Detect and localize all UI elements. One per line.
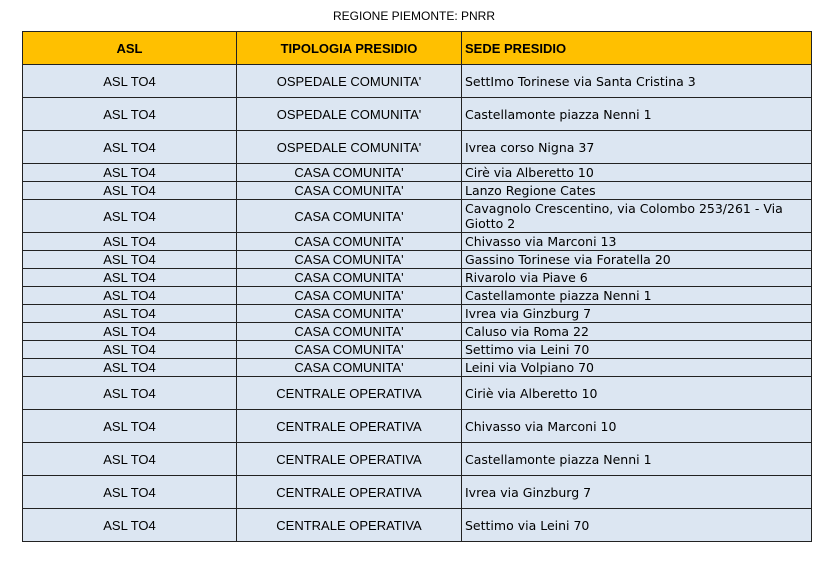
cell-asl: ASL TO4	[23, 341, 237, 359]
cell-sede: Ivrea corso Nigna 37	[462, 131, 812, 164]
table-row	[23, 410, 812, 443]
table-row	[23, 182, 812, 200]
cell-tipologia: CENTRALE OPERATIVA	[237, 476, 462, 509]
table-header-row	[23, 32, 812, 65]
table-row	[23, 233, 812, 251]
cell-asl: ASL TO4	[23, 233, 237, 251]
header-asl: ASL	[23, 32, 237, 65]
cell-tipologia: CENTRALE OPERATIVA	[237, 509, 462, 542]
header-sede: SEDE PRESIDIO	[462, 32, 812, 65]
presidi-table	[22, 31, 812, 542]
cell-sede: Settimo via Leini 70	[462, 509, 812, 542]
cell-asl: ASL TO4	[23, 359, 237, 377]
cell-asl: ASL TO4	[23, 443, 237, 476]
cell-asl: ASL TO4	[23, 323, 237, 341]
table-row	[23, 443, 812, 476]
cell-sede: Castellamonte piazza Nenni 1	[462, 443, 812, 476]
table-row	[23, 476, 812, 509]
document-title: REGIONE PIEMONTE: PNRR	[332, 9, 496, 23]
cell-tipologia: CASA COMUNITA'	[237, 323, 462, 341]
cell-sede: Cavagnolo Crescentino, via Colombo 253/261 - Via Giotto 2	[462, 200, 812, 233]
cell-sede: Ivrea via Ginzburg 7	[462, 476, 812, 509]
table-row	[23, 251, 812, 269]
cell-tipologia: CASA COMUNITA'	[237, 164, 462, 182]
cell-sede: Leini via Volpiano 70	[462, 359, 812, 377]
table-row	[23, 341, 812, 359]
cell-tipologia: CENTRALE OPERATIVA	[237, 443, 462, 476]
cell-asl: ASL TO4	[23, 98, 237, 131]
table-row	[23, 323, 812, 341]
table-row	[23, 305, 812, 323]
cell-tipologia: CENTRALE OPERATIVA	[237, 410, 462, 443]
cell-tipologia: OSPEDALE COMUNITA'	[237, 98, 462, 131]
cell-tipologia: OSPEDALE COMUNITA'	[237, 131, 462, 164]
table-row	[23, 359, 812, 377]
cell-asl: ASL TO4	[23, 509, 237, 542]
cell-asl: ASL TO4	[23, 131, 237, 164]
cell-asl: ASL TO4	[23, 65, 237, 98]
table-row	[23, 65, 812, 98]
cell-asl: ASL TO4	[23, 164, 237, 182]
cell-asl: ASL TO4	[23, 287, 237, 305]
cell-sede: Chivasso via Marconi 13	[462, 233, 812, 251]
cell-sede: SettImo Torinese via Santa Cristina 3	[462, 65, 812, 98]
table-row	[23, 377, 812, 410]
cell-tipologia: CASA COMUNITA'	[237, 200, 462, 233]
cell-tipologia: OSPEDALE COMUNITA'	[237, 65, 462, 98]
cell-asl: ASL TO4	[23, 476, 237, 509]
table-row	[23, 287, 812, 305]
cell-asl: ASL TO4	[23, 182, 237, 200]
table-row	[23, 200, 812, 233]
header-tipologia: TIPOLOGIA PRESIDIO	[237, 32, 462, 65]
cell-tipologia: CASA COMUNITA'	[237, 359, 462, 377]
cell-asl: ASL TO4	[23, 269, 237, 287]
table-row	[23, 131, 812, 164]
cell-asl: ASL TO4	[23, 410, 237, 443]
cell-sede: Chivasso via Marconi 10	[462, 410, 812, 443]
cell-sede: Rivarolo via Piave 6	[462, 269, 812, 287]
table-row	[23, 509, 812, 542]
cell-asl: ASL TO4	[23, 377, 237, 410]
table-row	[23, 269, 812, 287]
cell-sede: Cirè via Alberetto 10	[462, 164, 812, 182]
cell-asl: ASL TO4	[23, 200, 237, 233]
cell-sede: Ivrea via Ginzburg 7	[462, 305, 812, 323]
cell-sede: Lanzo Regione Cates	[462, 182, 812, 200]
table-row	[23, 98, 812, 131]
cell-tipologia: CASA COMUNITA'	[237, 305, 462, 323]
cell-sede: Castellamonte piazza Nenni 1	[462, 98, 812, 131]
cell-sede: Castellamonte piazza Nenni 1	[462, 287, 812, 305]
cell-tipologia: CASA COMUNITA'	[237, 182, 462, 200]
table-row	[23, 164, 812, 182]
cell-asl: ASL TO4	[23, 251, 237, 269]
cell-tipologia: CASA COMUNITA'	[237, 269, 462, 287]
cell-asl: ASL TO4	[23, 305, 237, 323]
cell-sede: Ciriè via Alberetto 10	[462, 377, 812, 410]
cell-tipologia: CASA COMUNITA'	[237, 287, 462, 305]
cell-sede: Caluso via Roma 22	[462, 323, 812, 341]
cell-tipologia: CASA COMUNITA'	[237, 341, 462, 359]
cell-tipologia: CENTRALE OPERATIVA	[237, 377, 462, 410]
cell-tipologia: CASA COMUNITA'	[237, 251, 462, 269]
cell-sede: Settimo via Leini 70	[462, 341, 812, 359]
cell-tipologia: CASA COMUNITA'	[237, 233, 462, 251]
cell-sede: Gassino Torinese via Foratella 20	[462, 251, 812, 269]
